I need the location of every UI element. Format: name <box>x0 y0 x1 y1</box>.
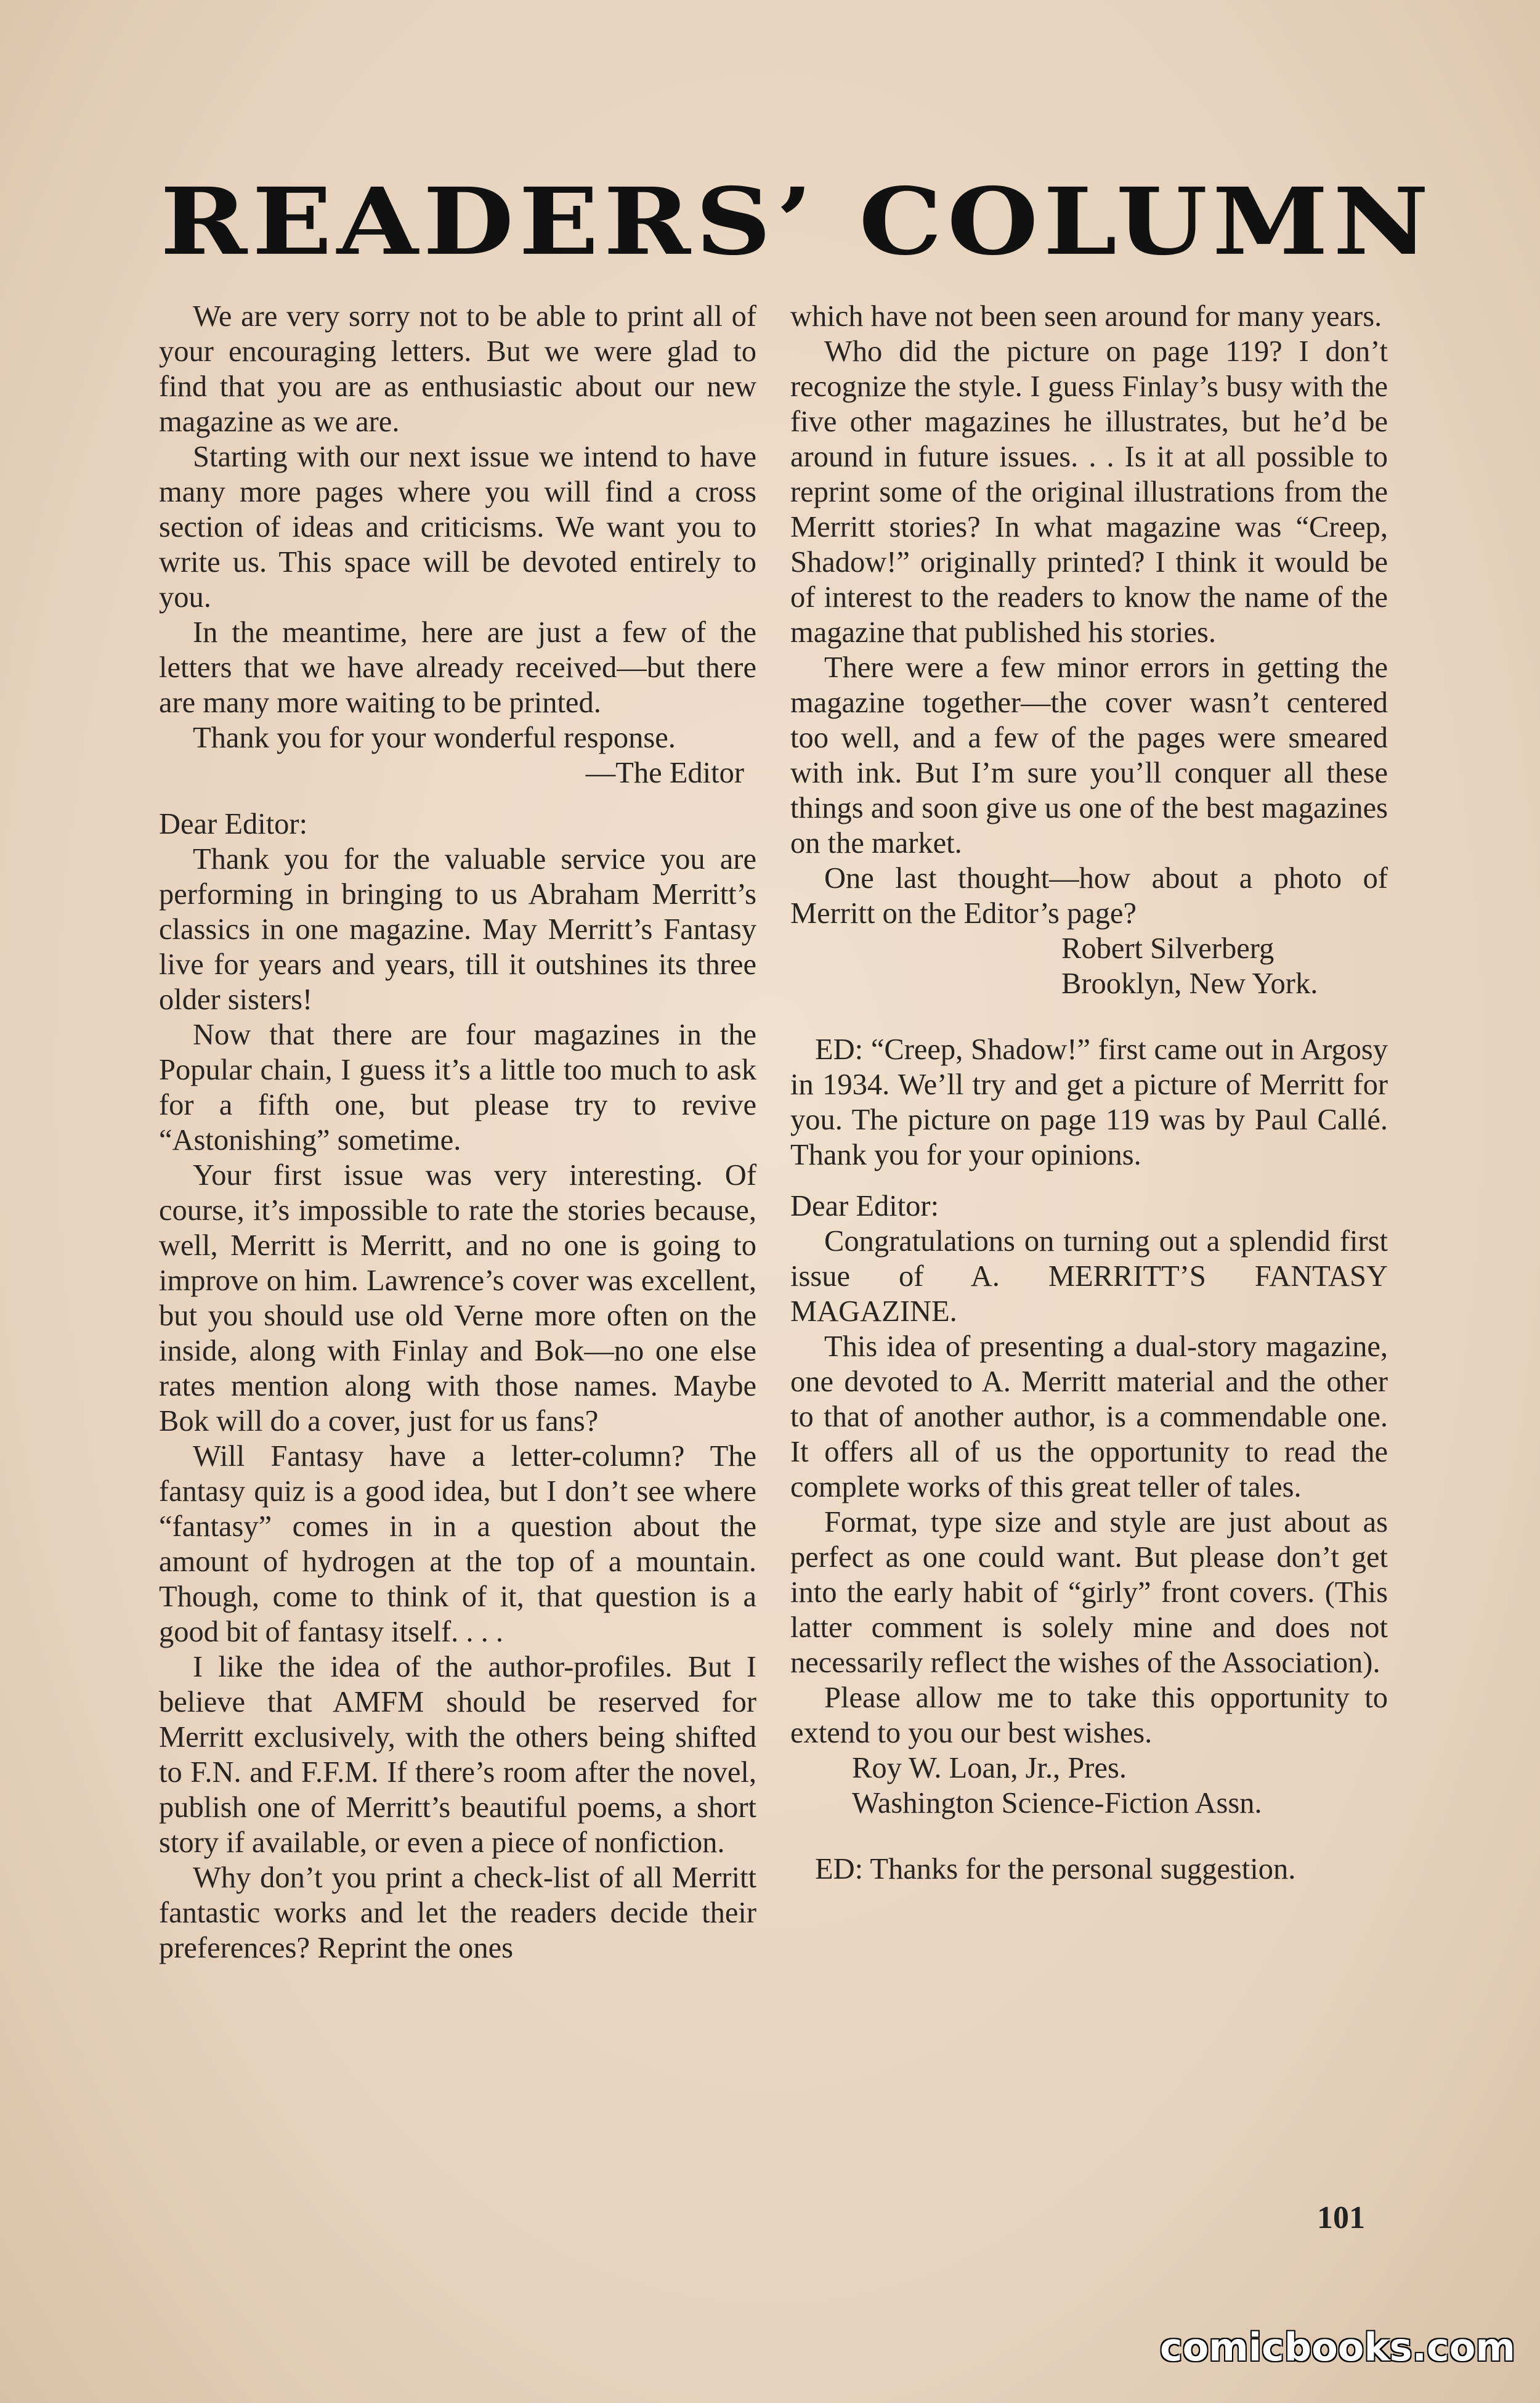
paragraph: Your first issue was very interesting. Of course, it’s impossible to rate the stories because, well, Merritt is Merritt, and no one is going to improve on him. Lawrence’s cover was excellent, but you should use old Verne more often on the inside, along with Finlay and Bok—no one else rates mention along with those names. Maybe Bok will do a cover, just for us fans? <box>159 1159 756 1437</box>
editor-reply: ED: “Creep, Shadow!” first came out in Argosy in 1934. We’ll try and get a picture of Merritt for you. The picture on page 119 was by Paul Callé. Thank you for your opinions. <box>790 1033 1388 1171</box>
paragraph: There were a few minor errors in getting the magazine together—the cover wasn’t centered too well, and a few of the pages were smeared with ink. But I’m sure you’ll conquer all these things and soon give us one of the best magazines on the market. <box>790 651 1388 860</box>
left-column <box>159 299 756 1966</box>
paragraph: Will Fantasy have a letter-column? The fantasy quiz is a good idea, but I don’t see where “fantasy” comes in in a question about the amount of hydrogen at the top of a mountain. Though, come to think of it, that question is a good bit of fantasy itself. . . . <box>159 1440 756 1648</box>
letter-signature-organization: Washington Science-Fiction Assn. <box>852 1787 1262 1820</box>
editor-reply: ED: Thanks for the personal suggestion. <box>815 1853 1296 1885</box>
paragraph: We are very sorry not to be able to print all of your encouraging letters. But we were glad to find that you are as enthusiastic about our new magazine as we are. <box>159 300 756 438</box>
page-number: 101 <box>1317 2200 1365 2235</box>
paragraph: One last thought—how about a photo of Merritt on the Editor’s page? <box>790 862 1388 930</box>
editor-signature: —The Editor <box>585 757 744 789</box>
letter-signature-name: Robert Silverberg <box>1061 932 1275 965</box>
paragraph: Starting with our next issue we intend to have many more pages where you will find a cross section of ideas and criticisms. We want you to write us. This space will be devoted entirely to you. <box>159 441 756 614</box>
paragraph: which have not been seen around for many years. <box>790 300 1382 333</box>
letter-signature-location: Brooklyn, New York. <box>1061 967 1318 1000</box>
paragraph: Now that there are four magazines in the Popular chain, I guess it’s a little too much to ask for a fifth one, but please try to revive “Astonishing” sometime. <box>159 1019 756 1157</box>
watermark: comicbooks.com <box>1159 2325 1515 2370</box>
salutation: Dear Editor: <box>159 808 308 840</box>
paragraph: In the meantime, here are just a few of the letters that we have already received—but there are many more waiting to be printed. <box>159 616 756 719</box>
paragraph: Why don’t you print a check-list of all Merritt fantastic works and let the readers decide their preferences? Reprint the ones <box>159 1861 756 1964</box>
paragraph: Thank you for your wonderful response. <box>193 722 676 754</box>
paragraph: This idea of presenting a dual-story magazine, one devoted to A. Merritt material and the other to that of another author, is a commendable one. It offers all of us the opportunity to read the complete works of this great teller of tales. <box>790 1330 1388 1503</box>
paragraph: Congratulations on turning out a splendid first issue of A. MERRITT’S FANTASY MAGAZINE. <box>790 1225 1388 1328</box>
paragraph: Who did the picture on page 119? I don’t recognize the style. I guess Finlay’s busy with the five other magazines he illustrates, but he’d be around in future issues. . . Is it at all possible to reprint some of the original illustrations from the Merritt stories? In what magazine was “Creep, Shadow!” originally printed? I think it would be of interest to the readers to know the name of the magazine that published his stories. <box>790 335 1388 649</box>
paragraph: Please allow me to take this opportunity to extend to you our best wishes. <box>790 1681 1388 1749</box>
letter-signature-name: Roy W. Loan, Jr., Pres. <box>852 1752 1127 1784</box>
paragraph: I like the idea of the author-profiles. But I believe that AMFM should be reserved for Merritt exclusively, with the others being shifted to F.N. and F.F.M. If there’s room after the novel, publish one of Merritt’s beautiful poems, a short story if available, or even a piece of nonfiction. <box>159 1651 756 1859</box>
page-title: READERS’ COLUMN <box>160 168 1434 276</box>
paragraph: Format, type size and style are just about as perfect as one could want. But please don’t get into the early habit of “girly” front covers. (This latter comment is solely mine and does not necessarily reflect the wishes of the Association). <box>790 1506 1388 1679</box>
salutation: Dear Editor: <box>790 1190 939 1222</box>
paragraph: Thank you for the valuable service you are performing in bringing to us Abraham Merritt’s classics in one magazine. May Merritt’s Fantasy live for years and years, till it outshines its three older sisters! <box>159 843 756 1016</box>
right-column <box>790 299 1388 1887</box>
